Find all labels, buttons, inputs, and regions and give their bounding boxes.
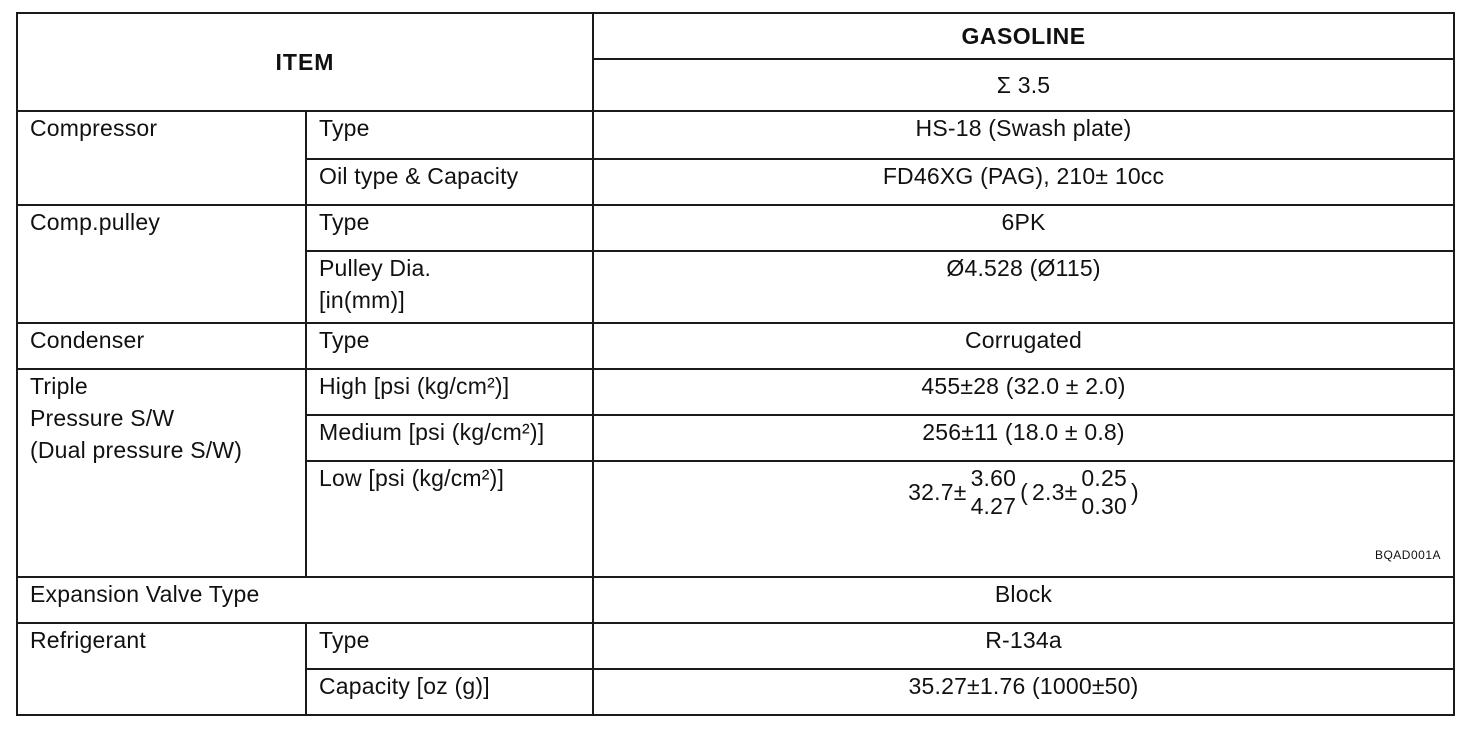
medium-pressure-value: 256±11 (18.0 ± 0.8) — [593, 415, 1454, 461]
condenser-type-value: Corrugated — [593, 323, 1454, 369]
low-kg-tolerance — [1081, 464, 1127, 520]
compressor-type-label: Type — [306, 111, 593, 159]
high-pressure-label: High [psi (kg/cm²)] — [306, 369, 593, 415]
table-row — [17, 205, 1454, 251]
table-row — [17, 111, 1454, 159]
compressor-oil-value: FD46XG (PAG), 210± 10cc — [593, 159, 1454, 205]
low-psi-base: 32.7± — [908, 478, 967, 505]
pulley-dia-label-line2: [in(mm)] — [319, 287, 405, 313]
table-row — [17, 323, 1454, 369]
pulley-type-value: 6PK — [593, 205, 1454, 251]
low-paren-open: ( — [1020, 478, 1028, 505]
item-header: ITEM — [17, 13, 593, 111]
pulley-dia-label — [306, 251, 593, 323]
triple-switch-label-line2: Pressure S/W — [30, 405, 175, 431]
table-row — [17, 577, 1454, 623]
low-kg-base: 2.3± — [1032, 478, 1078, 505]
low-paren-close: ) — [1130, 478, 1139, 505]
low-pressure-expression — [908, 464, 1139, 520]
pulley-label: Comp.pulley — [17, 205, 306, 323]
expansion-valve-label: Expansion Valve Type — [17, 577, 593, 623]
compressor-type-value: HS-18 (Swash plate) — [593, 111, 1454, 159]
engine-header: Σ 3.5 — [593, 59, 1454, 111]
high-pressure-value: 455±28 (32.0 ± 2.0) — [593, 369, 1454, 415]
condenser-type-label: Type — [306, 323, 593, 369]
low-pressure-label: Low [psi (kg/cm²)] — [306, 461, 593, 577]
low-kg-lower: 0.30 — [1081, 493, 1127, 519]
compressor-label: Compressor — [17, 111, 306, 205]
low-psi-tolerance — [971, 464, 1017, 520]
figure-code: BQAD001A — [1374, 548, 1442, 562]
expansion-valve-value: Block — [593, 577, 1454, 623]
refrigerant-capacity-label: Capacity [oz (g)] — [306, 669, 593, 715]
header-row — [17, 13, 1454, 59]
pulley-type-label: Type — [306, 205, 593, 251]
medium-pressure-label: Medium [psi (kg/cm²)] — [306, 415, 593, 461]
refrigerant-capacity-value: 35.27±1.76 (1000±50) — [593, 669, 1454, 715]
low-psi-upper: 3.60 — [970, 465, 1017, 491]
low-psi-lower: 4.27 — [970, 493, 1017, 519]
pulley-dia-label-line1: Pulley Dia. — [319, 255, 432, 281]
table-row — [17, 369, 1454, 415]
table-row — [17, 623, 1454, 669]
low-kg-upper: 0.25 — [1081, 465, 1127, 491]
pulley-dia-value: Ø4.528 (Ø115) — [593, 251, 1454, 323]
refrigerant-type-value: R-134a — [593, 623, 1454, 669]
refrigerant-type-label: Type — [306, 623, 593, 669]
condenser-label: Condenser — [17, 323, 306, 369]
spec-table — [16, 12, 1455, 716]
refrigerant-label: Refrigerant — [17, 623, 306, 715]
triple-switch-label-line3: (Dual pressure S/W) — [30, 437, 243, 463]
triple-switch-label-line1: Triple — [30, 373, 88, 399]
gasoline-header: GASOLINE — [593, 13, 1454, 59]
low-pressure-value — [593, 461, 1454, 577]
compressor-oil-label: Oil type & Capacity — [306, 159, 593, 205]
triple-switch-label — [17, 369, 306, 577]
